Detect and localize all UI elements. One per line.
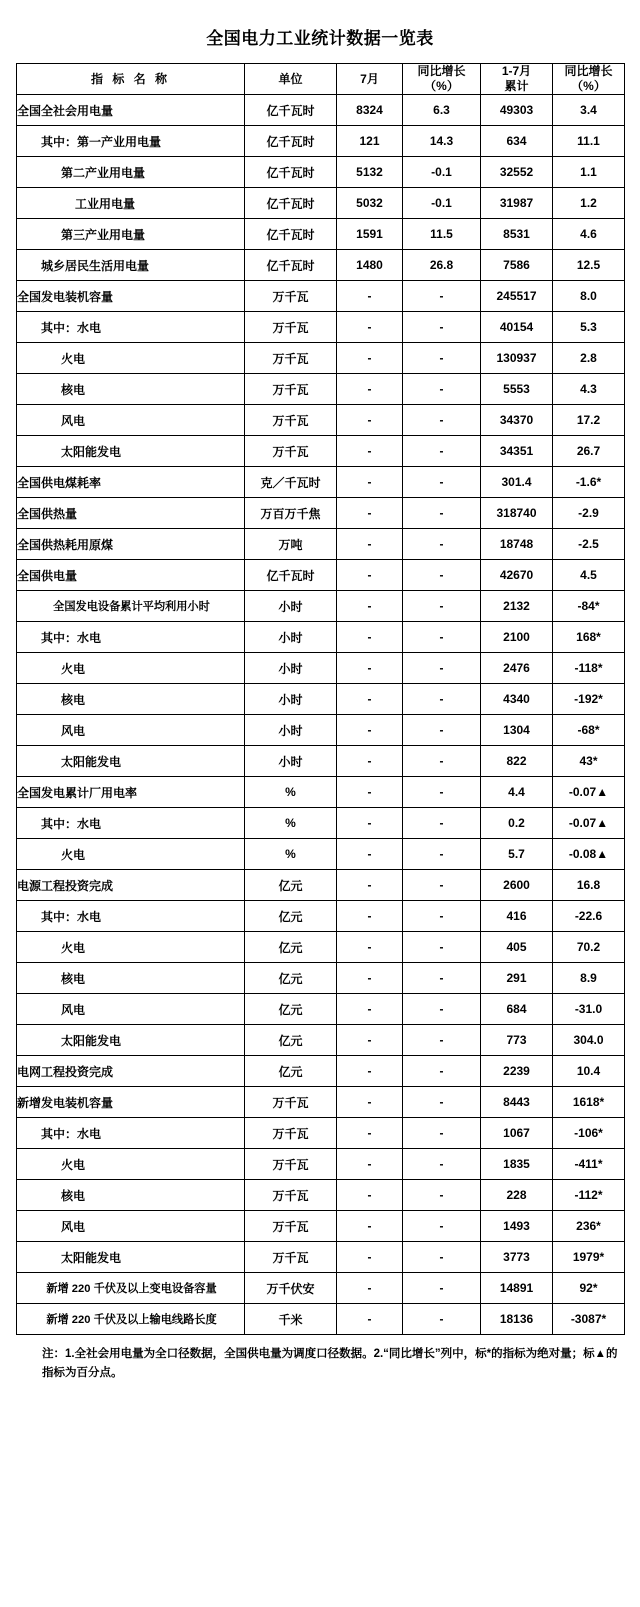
cell-cumulative-value: 18136	[481, 1304, 553, 1335]
cell-cumulative-value: 773	[481, 1025, 553, 1056]
table-row	[17, 529, 625, 560]
cell-unit: 万千瓦	[245, 1087, 337, 1118]
cell-cumulative-growth: 2.8	[553, 343, 625, 374]
cell-unit: 克／千瓦时	[245, 467, 337, 498]
cell-cumulative-value: 32552	[481, 157, 553, 188]
cell-indicator-name: 全国供热耗用原煤	[17, 529, 245, 560]
table-row	[17, 1180, 625, 1211]
page-title: 全国电力工业统计数据一览表	[206, 29, 434, 48]
cell-indicator-name: 太阳能发电	[17, 746, 245, 777]
cell-cumulative-growth: -1.6*	[553, 467, 625, 498]
cell-unit: 小时	[245, 715, 337, 746]
cell-unit: %	[245, 808, 337, 839]
cell-unit: 万千瓦	[245, 312, 337, 343]
cell-month-value: -	[337, 1242, 403, 1273]
cell-cumulative-value: 2100	[481, 622, 553, 653]
cell-cumulative-value: 34370	[481, 405, 553, 436]
cell-cumulative-growth: 70.2	[553, 932, 625, 963]
table-row	[17, 126, 625, 157]
cell-month-value: -	[337, 653, 403, 684]
table-row	[17, 684, 625, 715]
cell-month-growth: -	[403, 1211, 481, 1242]
cell-indicator-name: 其中：水电	[17, 901, 245, 932]
cell-month-value: -	[337, 932, 403, 963]
cell-month-value: -	[337, 901, 403, 932]
cell-cumulative-growth: 11.1	[553, 126, 625, 157]
cell-unit: %	[245, 839, 337, 870]
cell-indicator-name: 核电	[17, 374, 245, 405]
cell-cumulative-growth: 1979*	[553, 1242, 625, 1273]
cell-unit: 万千瓦	[245, 374, 337, 405]
cell-cumulative-value: 3773	[481, 1242, 553, 1273]
cell-month-value: -	[337, 312, 403, 343]
cell-month-growth: -	[403, 1056, 481, 1087]
cell-unit: 万千瓦	[245, 1149, 337, 1180]
cell-indicator-name: 太阳能发电	[17, 1242, 245, 1273]
cell-cumulative-growth: 1.1	[553, 157, 625, 188]
table-row	[17, 808, 625, 839]
column-header-cumulative-growth-line2: （%）	[571, 79, 606, 93]
cell-cumulative-value: 2476	[481, 653, 553, 684]
cell-indicator-name: 第二产业用电量	[17, 157, 245, 188]
cell-month-growth: 6.3	[403, 95, 481, 126]
cell-unit: 亿元	[245, 901, 337, 932]
cell-month-growth: -0.1	[403, 157, 481, 188]
cell-unit: 亿千瓦时	[245, 188, 337, 219]
cell-month-value: -	[337, 405, 403, 436]
cell-cumulative-growth: 168*	[553, 622, 625, 653]
cell-month-growth: -	[403, 560, 481, 591]
cell-indicator-name: 新增发电装机容量	[17, 1087, 245, 1118]
cell-month-value: -	[337, 777, 403, 808]
table-row	[17, 405, 625, 436]
cell-cumulative-value: 1493	[481, 1211, 553, 1242]
cell-unit: 小时	[245, 653, 337, 684]
cell-cumulative-value: 34351	[481, 436, 553, 467]
cell-cumulative-value: 2132	[481, 591, 553, 622]
cell-cumulative-growth: 4.6	[553, 219, 625, 250]
table-row	[17, 312, 625, 343]
cell-cumulative-growth: -2.5	[553, 529, 625, 560]
cell-cumulative-value: 822	[481, 746, 553, 777]
cell-month-value: -	[337, 994, 403, 1025]
table-row	[17, 560, 625, 591]
cell-month-value: -	[337, 1273, 403, 1304]
cell-month-value: -	[337, 1087, 403, 1118]
table-row	[17, 1242, 625, 1273]
cell-month-value: -	[337, 684, 403, 715]
cell-month-growth: -0.1	[403, 188, 481, 219]
cell-month-value: -	[337, 839, 403, 870]
cell-month-growth: -	[403, 1149, 481, 1180]
cell-indicator-name: 工业用电量	[17, 188, 245, 219]
table-row	[17, 95, 625, 126]
cell-cumulative-growth: 8.9	[553, 963, 625, 994]
table-row	[17, 653, 625, 684]
cell-indicator-name: 全国发电累计厂用电率	[17, 777, 245, 808]
cell-cumulative-value: 5553	[481, 374, 553, 405]
cell-cumulative-value: 8531	[481, 219, 553, 250]
cell-month-value: -	[337, 963, 403, 994]
cell-indicator-name: 电源工程投资完成	[17, 870, 245, 901]
cell-cumulative-growth: -112*	[553, 1180, 625, 1211]
cell-month-growth: -	[403, 498, 481, 529]
cell-month-value: -	[337, 1025, 403, 1056]
cell-unit: 亿千瓦时	[245, 250, 337, 281]
cell-month-value: -	[337, 746, 403, 777]
cell-cumulative-growth: 5.3	[553, 312, 625, 343]
cell-indicator-name: 其中：水电	[17, 312, 245, 343]
cell-unit: 亿千瓦时	[245, 219, 337, 250]
cell-month-value: 8324	[337, 95, 403, 126]
cell-month-value: -	[337, 808, 403, 839]
column-header-cumulative	[481, 64, 553, 95]
column-header-cumulative-line1: 1-7月	[501, 64, 532, 78]
cell-unit: 万千瓦	[245, 343, 337, 374]
cell-cumulative-growth: 1618*	[553, 1087, 625, 1118]
cell-cumulative-value: 318740	[481, 498, 553, 529]
cell-cumulative-growth: -106*	[553, 1118, 625, 1149]
cell-cumulative-growth: 4.5	[553, 560, 625, 591]
cell-month-growth: -	[403, 1180, 481, 1211]
cell-cumulative-value: 18748	[481, 529, 553, 560]
table-row	[17, 343, 625, 374]
cell-month-value: -	[337, 1211, 403, 1242]
cell-unit: 万千瓦	[245, 1242, 337, 1273]
cell-unit: 千米	[245, 1304, 337, 1335]
cell-cumulative-value: 1067	[481, 1118, 553, 1149]
cell-unit: 万千瓦	[245, 281, 337, 312]
column-header-indicator	[17, 64, 245, 95]
cell-unit: 万千瓦	[245, 1118, 337, 1149]
cell-month-growth: -	[403, 1304, 481, 1335]
cell-unit: 亿千瓦时	[245, 126, 337, 157]
cell-unit: 万百万千焦	[245, 498, 337, 529]
cell-indicator-name: 风电	[17, 994, 245, 1025]
cell-cumulative-growth: -0.07▲	[553, 808, 625, 839]
cell-month-growth: -	[403, 808, 481, 839]
cell-month-value: -	[337, 560, 403, 591]
cell-cumulative-value: 245517	[481, 281, 553, 312]
table-row	[17, 498, 625, 529]
cell-unit: 亿千瓦时	[245, 560, 337, 591]
column-header-cumulative-growth-line1: 同比增长	[564, 64, 613, 78]
cell-indicator-name: 其中：水电	[17, 622, 245, 653]
cell-indicator-name: 风电	[17, 1211, 245, 1242]
cell-cumulative-growth: -192*	[553, 684, 625, 715]
cell-month-value: -	[337, 343, 403, 374]
cell-cumulative-value: 416	[481, 901, 553, 932]
cell-indicator-name: 全国供热量	[17, 498, 245, 529]
cell-cumulative-value: 405	[481, 932, 553, 963]
cell-indicator-name: 电网工程投资完成	[17, 1056, 245, 1087]
cell-cumulative-growth: -22.6	[553, 901, 625, 932]
cell-month-growth: -	[403, 715, 481, 746]
cell-cumulative-value: 301.4	[481, 467, 553, 498]
cell-month-value: -	[337, 715, 403, 746]
cell-indicator-name: 全国供电煤耗率	[17, 467, 245, 498]
table-row	[17, 1273, 625, 1304]
cell-unit: 万吨	[245, 529, 337, 560]
cell-month-growth: -	[403, 901, 481, 932]
cell-cumulative-value: 2239	[481, 1056, 553, 1087]
cell-month-growth: -	[403, 963, 481, 994]
cell-unit: 亿元	[245, 870, 337, 901]
table-row	[17, 715, 625, 746]
cell-month-growth: -	[403, 622, 481, 653]
cell-month-growth: -	[403, 653, 481, 684]
cell-cumulative-growth: 236*	[553, 1211, 625, 1242]
cell-month-value: 1591	[337, 219, 403, 250]
cell-cumulative-value: 130937	[481, 343, 553, 374]
cell-cumulative-growth: -3087*	[553, 1304, 625, 1335]
column-header-month-growth	[403, 64, 481, 95]
column-header-indicator-label: 指 标 名 称	[90, 71, 170, 86]
cell-month-growth: 26.8	[403, 250, 481, 281]
cell-cumulative-value: 291	[481, 963, 553, 994]
cell-indicator-name: 火电	[17, 653, 245, 684]
cell-unit: 亿元	[245, 1056, 337, 1087]
table-row	[17, 622, 625, 653]
table-header-row	[17, 64, 625, 95]
column-header-month: 7月	[337, 64, 403, 95]
cell-month-growth: -	[403, 312, 481, 343]
cell-indicator-name: 太阳能发电	[17, 436, 245, 467]
cell-unit: 万千瓦	[245, 1180, 337, 1211]
cell-cumulative-growth: -0.07▲	[553, 777, 625, 808]
table-row	[17, 901, 625, 932]
cell-cumulative-growth: 304.0	[553, 1025, 625, 1056]
cell-cumulative-value: 4.4	[481, 777, 553, 808]
table-note: 注：1.全社会用电量为全口径数据，全国供电量为调度口径数据。2.“同比增长”列中，标*的指标为绝对量；标▲的指标为百分点。	[42, 1348, 618, 1379]
cell-month-growth: -	[403, 281, 481, 312]
table-row	[17, 994, 625, 1025]
table-row	[17, 591, 625, 622]
cell-unit: 小时	[245, 591, 337, 622]
cell-indicator-name: 核电	[17, 1180, 245, 1211]
cell-cumulative-value: 2600	[481, 870, 553, 901]
cell-month-growth: -	[403, 374, 481, 405]
cell-cumulative-growth: 17.2	[553, 405, 625, 436]
cell-cumulative-growth: 3.4	[553, 95, 625, 126]
cell-cumulative-growth: -2.9	[553, 498, 625, 529]
cell-cumulative-value: 49303	[481, 95, 553, 126]
cell-indicator-name: 火电	[17, 1149, 245, 1180]
cell-indicator-name: 火电	[17, 839, 245, 870]
cell-indicator-name: 风电	[17, 405, 245, 436]
cell-indicator-name: 全国发电装机容量	[17, 281, 245, 312]
column-header-cumulative-line2: 累计	[504, 79, 529, 93]
cell-month-value: -	[337, 1180, 403, 1211]
cell-month-value: -	[337, 591, 403, 622]
cell-month-growth: -	[403, 870, 481, 901]
table-row	[17, 1025, 625, 1056]
table-row	[17, 250, 625, 281]
table-row	[17, 281, 625, 312]
cell-month-growth: 14.3	[403, 126, 481, 157]
cell-month-value: -	[337, 498, 403, 529]
cell-month-growth: -	[403, 591, 481, 622]
table-row	[17, 219, 625, 250]
table-row	[17, 1118, 625, 1149]
cell-month-value: -	[337, 529, 403, 560]
cell-cumulative-growth: -84*	[553, 591, 625, 622]
cell-month-growth: -	[403, 529, 481, 560]
cell-month-growth: -	[403, 405, 481, 436]
cell-indicator-name: 风电	[17, 715, 245, 746]
cell-cumulative-growth: -0.08▲	[553, 839, 625, 870]
cell-unit: 亿元	[245, 994, 337, 1025]
table-row	[17, 777, 625, 808]
table-header	[17, 64, 625, 95]
cell-month-value: -	[337, 467, 403, 498]
cell-indicator-name: 核电	[17, 684, 245, 715]
cell-month-growth: -	[403, 1242, 481, 1273]
cell-month-value: -	[337, 281, 403, 312]
cell-indicator-name: 第三产业用电量	[17, 219, 245, 250]
cell-cumulative-value: 0.2	[481, 808, 553, 839]
table-row	[17, 1149, 625, 1180]
cell-month-growth: -	[403, 1025, 481, 1056]
cell-month-value: -	[337, 622, 403, 653]
cell-unit: 万千瓦	[245, 1211, 337, 1242]
cell-cumulative-value: 634	[481, 126, 553, 157]
table-row	[17, 467, 625, 498]
table-row	[17, 963, 625, 994]
cell-month-value: -	[337, 1149, 403, 1180]
cell-month-growth: -	[403, 777, 481, 808]
cell-unit: 万千瓦	[245, 436, 337, 467]
cell-indicator-name: 其中：第一产业用电量	[17, 126, 245, 157]
table-body	[17, 95, 625, 1335]
cell-month-growth: -	[403, 1087, 481, 1118]
statistics-table	[16, 63, 625, 1335]
cell-cumulative-growth: -118*	[553, 653, 625, 684]
cell-month-growth: -	[403, 436, 481, 467]
column-header-cumulative-growth	[553, 64, 625, 95]
cell-month-value: -	[337, 1118, 403, 1149]
cell-unit: 亿元	[245, 932, 337, 963]
table-row	[17, 839, 625, 870]
cell-unit: 亿千瓦时	[245, 95, 337, 126]
cell-month-growth: -	[403, 839, 481, 870]
cell-month-value: 1480	[337, 250, 403, 281]
cell-indicator-name: 全国全社会用电量	[17, 95, 245, 126]
cell-month-value: 121	[337, 126, 403, 157]
cell-month-value: -	[337, 374, 403, 405]
cell-indicator-name: 新增 220 千伏及以上输电线路长度	[17, 1304, 245, 1335]
cell-indicator-name: 火电	[17, 343, 245, 374]
cell-unit: 万千瓦	[245, 405, 337, 436]
table-row	[17, 1056, 625, 1087]
cell-cumulative-growth: 92*	[553, 1273, 625, 1304]
column-header-month-growth-line2: （%）	[424, 79, 459, 93]
cell-month-value: -	[337, 1304, 403, 1335]
cell-month-growth: 11.5	[403, 219, 481, 250]
column-header-unit: 单位	[245, 64, 337, 95]
cell-cumulative-value: 684	[481, 994, 553, 1025]
cell-month-value: 5032	[337, 188, 403, 219]
cell-unit: 亿元	[245, 1025, 337, 1056]
cell-month-growth: -	[403, 746, 481, 777]
cell-cumulative-value: 228	[481, 1180, 553, 1211]
cell-cumulative-value: 1304	[481, 715, 553, 746]
cell-unit: 亿元	[245, 963, 337, 994]
cell-unit: 亿千瓦时	[245, 157, 337, 188]
cell-month-growth: -	[403, 1273, 481, 1304]
cell-indicator-name: 火电	[17, 932, 245, 963]
cell-cumulative-value: 14891	[481, 1273, 553, 1304]
cell-indicator-name: 新增 220 千伏及以上变电设备容量	[17, 1273, 245, 1304]
cell-month-value: -	[337, 1056, 403, 1087]
cell-cumulative-growth: -411*	[553, 1149, 625, 1180]
cell-indicator-name: 其中：水电	[17, 808, 245, 839]
cell-cumulative-growth: 12.5	[553, 250, 625, 281]
cell-month-growth: -	[403, 1118, 481, 1149]
table-row	[17, 746, 625, 777]
cell-month-growth: -	[403, 932, 481, 963]
cell-cumulative-value: 5.7	[481, 839, 553, 870]
cell-cumulative-value: 4340	[481, 684, 553, 715]
cell-month-growth: -	[403, 467, 481, 498]
cell-cumulative-value: 42670	[481, 560, 553, 591]
cell-cumulative-growth: 26.7	[553, 436, 625, 467]
cell-indicator-name: 全国发电设备累计平均利用小时	[17, 591, 245, 622]
cell-cumulative-value: 40154	[481, 312, 553, 343]
table-row	[17, 374, 625, 405]
table-row	[17, 188, 625, 219]
cell-unit: 小时	[245, 684, 337, 715]
cell-cumulative-growth: -68*	[553, 715, 625, 746]
cell-month-growth: -	[403, 994, 481, 1025]
table-row	[17, 1304, 625, 1335]
cell-unit: 小时	[245, 622, 337, 653]
cell-cumulative-growth: 4.3	[553, 374, 625, 405]
cell-indicator-name: 城乡居民生活用电量	[17, 250, 245, 281]
cell-cumulative-growth: 43*	[553, 746, 625, 777]
column-header-month-growth-line1: 同比增长	[417, 64, 466, 78]
cell-cumulative-value: 31987	[481, 188, 553, 219]
cell-unit: %	[245, 777, 337, 808]
table-row	[17, 870, 625, 901]
cell-month-growth: -	[403, 684, 481, 715]
cell-month-value: 5132	[337, 157, 403, 188]
cell-cumulative-value: 7586	[481, 250, 553, 281]
table-row	[17, 157, 625, 188]
cell-indicator-name: 其中：水电	[17, 1118, 245, 1149]
cell-cumulative-growth: 1.2	[553, 188, 625, 219]
cell-cumulative-value: 8443	[481, 1087, 553, 1118]
cell-month-value: -	[337, 870, 403, 901]
table-row	[17, 436, 625, 467]
table-row	[17, 1087, 625, 1118]
cell-indicator-name: 核电	[17, 963, 245, 994]
table-row	[17, 1211, 625, 1242]
cell-unit: 万千伏安	[245, 1273, 337, 1304]
cell-unit: 小时	[245, 746, 337, 777]
table-row	[17, 932, 625, 963]
cell-cumulative-growth: 10.4	[553, 1056, 625, 1087]
cell-cumulative-growth: 16.8	[553, 870, 625, 901]
cell-cumulative-value: 1835	[481, 1149, 553, 1180]
cell-month-value: -	[337, 436, 403, 467]
cell-indicator-name: 太阳能发电	[17, 1025, 245, 1056]
cell-cumulative-growth: -31.0	[553, 994, 625, 1025]
cell-month-growth: -	[403, 343, 481, 374]
cell-cumulative-growth: 8.0	[553, 281, 625, 312]
cell-indicator-name: 全国供电量	[17, 560, 245, 591]
